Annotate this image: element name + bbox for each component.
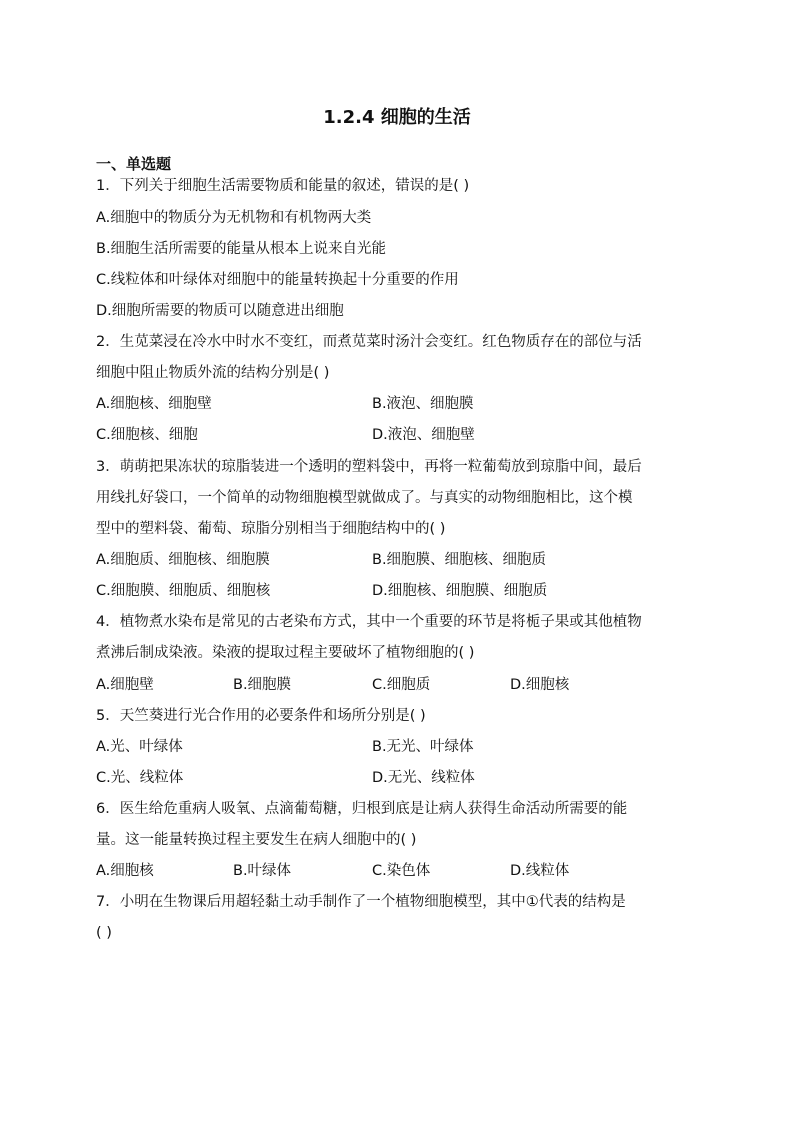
question-2-option-b: B.液泡、细胞膜: [372, 396, 474, 412]
question-7-stem-line-1: 7．小明在生物课后用超轻黏土动手制作了一个植物细胞模型，其中①代表的结构是: [96, 894, 626, 910]
question-3-option-b: B.细胞膜、细胞核、细胞质: [372, 552, 547, 568]
question-4-option-c: C.细胞质: [372, 677, 431, 693]
question-6-option-c: C.染色体: [372, 863, 431, 879]
question-6-option-a: A.细胞核: [96, 863, 154, 879]
question-2-option-c: C.细胞核、细胞: [96, 427, 198, 443]
question-5-option-c: C.光、线粒体: [96, 770, 184, 786]
question-3-stem-line-2: 用线扎好袋口，一个简单的动物细胞模型就做成了。与真实的动物细胞相比，这个模: [96, 490, 633, 506]
question-6-option-d: D.线粒体: [510, 863, 570, 879]
question-5-option-a: A.光、叶绿体: [96, 739, 183, 755]
question-1-option-a: A.细胞中的物质分为无机物和有机物两大类: [96, 210, 372, 226]
question-4-option-a: A.细胞壁: [96, 677, 154, 693]
section-heading: 一、单选题: [96, 155, 172, 173]
question-1-option-c: C.线粒体和叶绿体对细胞中的能量转换起十分重要的作用: [96, 272, 459, 288]
question-2-option-a: A.细胞核、细胞壁: [96, 396, 212, 412]
question-3-option-a: A.细胞质、细胞核、细胞膜: [96, 552, 270, 568]
question-6-stem-line-2: 量。这一能量转换过程主要发生在病人细胞中的( ): [96, 832, 417, 848]
question-2-stem-line-2: 细胞中阻止物质外流的结构分别是( ): [96, 365, 330, 381]
question-3-option-d: D.细胞核、细胞膜、细胞质: [372, 583, 548, 599]
question-4-stem-line-1: 4．植物煮水染布是常见的古老染布方式，其中一个重要的环节是将栀子果或其他植物: [96, 614, 642, 630]
question-3-stem-line-1: 3．萌萌把果冻状的琼脂装进一个透明的塑料袋中，再将一粒葡萄放到琼脂中间，最后: [96, 459, 642, 475]
question-7-stem-line-2: ( ): [96, 925, 112, 941]
question-3-option-c: C.细胞膜、细胞质、细胞核: [96, 583, 271, 599]
question-4-option-d: D.细胞核: [510, 677, 570, 693]
question-1-option-b: B.细胞生活所需要的能量从根本上说来自光能: [96, 241, 387, 257]
question-4-stem-line-2: 煮沸后制成染液。染液的提取过程主要破坏了植物细胞的( ): [96, 645, 475, 661]
question-1-option-d: D.细胞所需要的物质可以随意进出细胞: [96, 303, 344, 319]
question-3-stem-line-3: 型中的塑料袋、葡萄、琼脂分别相当于细胞结构中的( ): [96, 521, 446, 537]
page-title: 1.2.4 细胞的生活: [323, 107, 471, 128]
question-2-option-d: D.液泡、细胞壁: [372, 427, 475, 443]
question-6-option-b: B.叶绿体: [233, 863, 292, 879]
question-1-stem: 1．下列关于细胞生活需要物质和能量的叙述，错误的是( ): [96, 178, 470, 194]
question-2-stem-line-1: 2．生苋菜浸在冷水中时水不变红，而煮苋菜时汤汁会变红。红色物质存在的部位与活: [96, 334, 642, 350]
question-5-stem: 5．天竺葵进行光合作用的必要条件和场所分别是( ): [96, 708, 426, 724]
question-5-option-b: B.无光、叶绿体: [372, 739, 474, 755]
question-4-option-b: B.细胞膜: [233, 677, 292, 693]
question-5-option-d: D.无光、线粒体: [372, 770, 475, 786]
question-6-stem-line-1: 6．医生给危重病人吸氧、点滴葡萄糖，归根到底是让病人获得生命活动所需要的能: [96, 801, 628, 817]
